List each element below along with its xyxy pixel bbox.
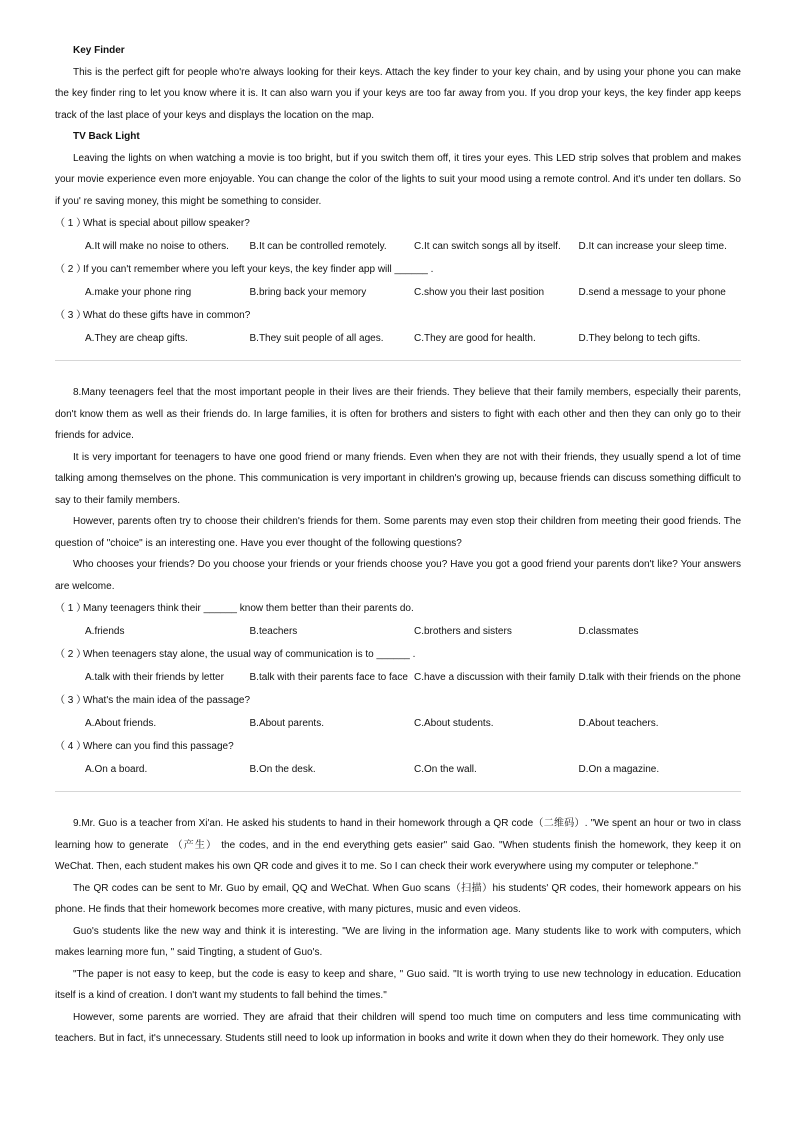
question: [55, 304, 741, 327]
paragraph-key-finder: This is the perfect gift for people who're always looking for their keys. Attach the key finder to your key chain, and by using your phone you can make the key finder ring to let you know where it is. It can also warn you if your keys are too far away from you. If you drop your keys, the key finder app keeps track of the last place of your keys and displays the location on the map.: [55, 66, 741, 121]
paragraph: 8.Many teenagers feel that the most important people in their lives are their friends. They believe that their family members, especially their parents, don't know them as well as their friends do. In large families, it is often for brothers and sisters to fight with each other and then they can only go to their friends for advice.: [55, 387, 741, 441]
option-a[interactable]: A.talk with their friends by letter: [85, 672, 224, 683]
paragraph: Guo's students like the new way and think it is interesting. "We are living in the information age. Many students like to work with computers, which makes learning more fun, " said Tingting, a student of Guo's.: [55, 925, 741, 958]
option-d[interactable]: D.send a message to your phone: [578, 287, 726, 298]
answer-options: [55, 666, 741, 689]
option-d[interactable]: D.It can increase your sleep time.: [578, 241, 727, 252]
heading-tv-back-light: TV Back Light: [73, 131, 140, 142]
option-d[interactable]: D.They belong to tech gifts.: [578, 333, 701, 344]
option-c[interactable]: C.brothers and sisters: [414, 626, 512, 637]
option-c[interactable]: C.They are good for health.: [414, 333, 536, 344]
answer-options: [55, 327, 741, 350]
question-number: （ 3 ）: [55, 310, 87, 321]
question-number: （ 2 ）: [55, 649, 87, 660]
paragraph: Who chooses your friends? Do you choose your friends or your friends choose you? Have you got a good friend your parents don't like? Your answers are welcome.: [55, 559, 741, 592]
spacer: [55, 804, 741, 813]
question: [55, 597, 741, 620]
paragraph: 9.Mr. Guo is a teacher from Xi'an. He asked his students to hand in their homework through a QR code（二维码）. "We spent an hour or two in class learning how to generate （产生） the codes, and in the end everything gets easier" said Gao. "When students finish the homework, they keep it on WeChat. Then, each student makes his own QR code and gives it to me. So I can check their work everywhere using my computer or telephone.": [55, 818, 741, 872]
answer-options: [55, 620, 741, 643]
option-b[interactable]: B.talk with their parents face to face: [249, 672, 408, 683]
option-c[interactable]: C.On the wall.: [414, 764, 477, 775]
option-b[interactable]: B.On the desk.: [249, 764, 316, 775]
question-text: What do these gifts have in common?: [83, 310, 251, 321]
answer-options: [55, 712, 741, 735]
section-divider: [55, 360, 741, 361]
question-text: What's the main idea of the passage?: [83, 695, 251, 706]
option-b[interactable]: B.It can be controlled remotely.: [249, 241, 387, 252]
question-number: （ 3 ）: [55, 695, 87, 706]
answer-options: [55, 758, 741, 781]
option-a[interactable]: A.On a board.: [85, 764, 148, 775]
paragraph: It is very important for teenagers to have one good friend or many friends. Even when they are not with their friends, they usually spend a lot of time talking among themselves on the phone. This communication is very important in children's growing up, because friends can discuss something difficult to say to their family members.: [55, 451, 741, 506]
option-a[interactable]: A.It will make no noise to others.: [85, 241, 229, 252]
question: [55, 689, 741, 712]
option-b[interactable]: B.They suit people of all ages.: [249, 333, 384, 344]
option-d[interactable]: D.On a magazine.: [578, 764, 660, 775]
option-a[interactable]: A.They are cheap gifts.: [85, 333, 188, 344]
option-c[interactable]: C.It can switch songs all by itself.: [414, 241, 561, 252]
section-divider: [55, 791, 741, 792]
option-d[interactable]: D.classmates: [578, 626, 639, 637]
question-number: （ 1 ）: [55, 218, 87, 229]
paragraph: "The paper is not easy to keep, but the code is easy to keep and share, " Guo said. "It is worth trying to use new technology in education. Education itself is a kind of creation. I don't want my students to fall behind the times.": [55, 968, 741, 1001]
option-d[interactable]: D.talk with their friends on the phone: [578, 672, 741, 683]
option-a[interactable]: A.friends: [85, 626, 125, 637]
question-number: （ 2 ）: [55, 264, 87, 275]
answer-options: [55, 281, 741, 304]
option-b[interactable]: B.bring back your memory: [249, 287, 367, 298]
option-a[interactable]: A.About friends.: [85, 718, 157, 729]
spacer: [55, 373, 741, 382]
paragraph: However, some parents are worried. They are afraid that their children will spend too much time on computers and less time communicating with teachers. But in fact, it's unnecessary. Students still need to look up information in books and write it down when they do their homework. They only use: [55, 1011, 741, 1044]
question-text: Where can you find this passage?: [83, 741, 234, 752]
option-a[interactable]: A.make your phone ring: [85, 287, 192, 298]
answer-options: [55, 235, 741, 258]
question: [55, 735, 741, 758]
question-text: When teenagers stay alone, the usual way of communication is to ______ .: [83, 649, 416, 660]
document-content: [55, 40, 741, 1050]
option-c[interactable]: C.show you their last position: [414, 287, 545, 298]
question: [55, 643, 741, 666]
paragraph-tv-back-light: Leaving the lights on when watching a movie is too bright, but if you switch them off, it tires your eyes. This LED strip solves that problem and makes your movie experience even more enjoyable. You can change the color of the lights to suit your mood using a remote control. And it's under ten dollars. So if you' re saving money, this might be something to consider.: [55, 152, 741, 207]
option-c[interactable]: C.have a discussion with their family: [414, 672, 576, 683]
question-text: Many teenagers think their ______ know them better than their parents do.: [83, 603, 414, 614]
option-d[interactable]: D.About teachers.: [578, 718, 659, 729]
option-c[interactable]: C.About students.: [414, 718, 494, 729]
option-b[interactable]: B.About parents.: [249, 718, 324, 729]
heading-key-finder: Key Finder: [73, 45, 125, 56]
paragraph: However, parents often try to choose their children's friends for them. Some parents may even stop their children from meeting their good friends. The question of "choice" is an interesting one. Have you ever thought of the following questions?: [55, 516, 741, 549]
question-text: If you can't remember where you left your keys, the key finder app will ______ .: [83, 264, 434, 275]
question-number: （ 1 ）: [55, 603, 87, 614]
option-b[interactable]: B.teachers: [249, 626, 298, 637]
question-number: （ 4 ）: [55, 741, 87, 752]
question: [55, 212, 741, 235]
question-text: What is special about pillow speaker?: [83, 218, 250, 229]
paragraph: The QR codes can be sent to Mr. Guo by email, QQ and WeChat. When Guo scans（扫描）his students' QR codes, their homework appears on his phone. He finds that their homework becomes more creative, with many pictures, music and even videos.: [55, 882, 741, 915]
question: [55, 258, 741, 281]
